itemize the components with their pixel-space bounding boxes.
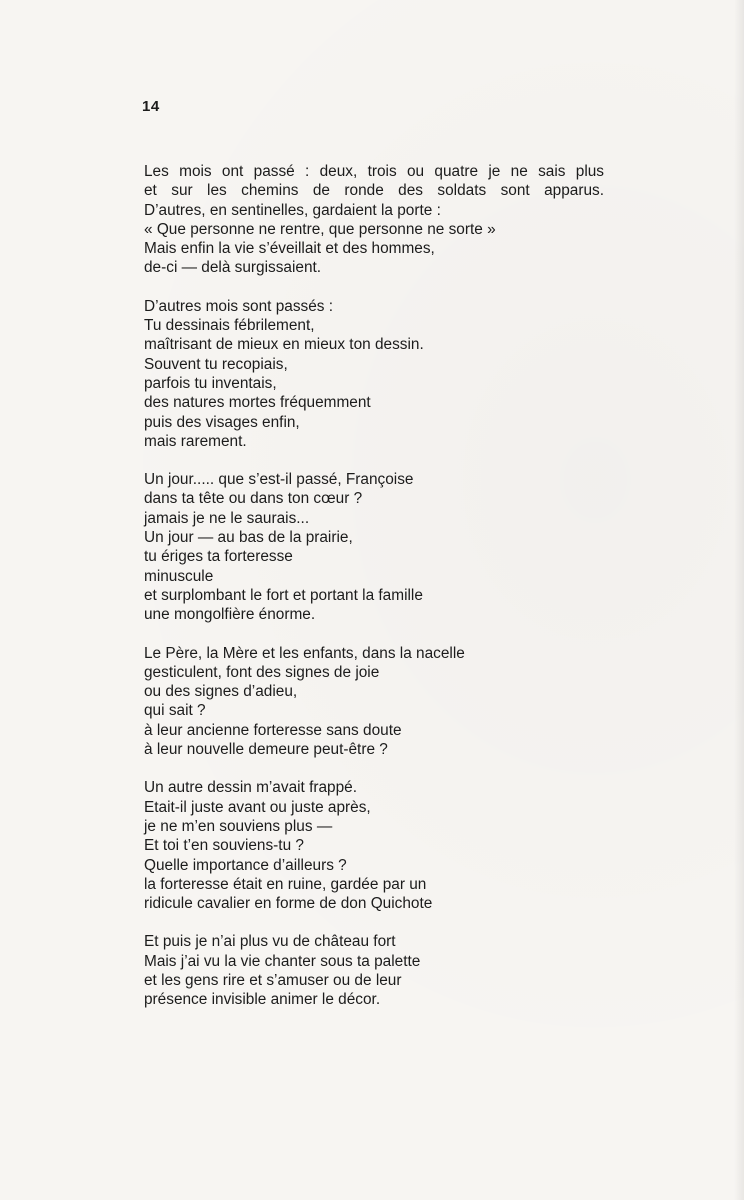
poem-line: Les mois ont passé : deux, trois ou quatre je ne sais plus bbox=[144, 163, 604, 180]
stanza-4 bbox=[144, 644, 664, 760]
poem-line: ou des signes d’adieu, bbox=[144, 683, 298, 701]
poem-line: des natures mortes fréquemment bbox=[144, 394, 371, 412]
poem-line: puis des visages enfin, bbox=[144, 413, 300, 431]
poem-line: Mais enfin la vie s’éveillait et des hommes, bbox=[144, 240, 435, 258]
poem-line: maîtrisant de mieux en mieux ton dessin. bbox=[144, 336, 424, 354]
poem-line: Un autre dessin m’avait frappé. bbox=[144, 779, 358, 797]
poem-line: mais rarement. bbox=[144, 432, 247, 450]
poem-text bbox=[144, 162, 664, 1010]
poem-line: ridicule cavalier en forme de don Quichote bbox=[144, 895, 433, 913]
stanza-3 bbox=[144, 470, 664, 624]
poem-line: Quelle importance d’ailleurs ? bbox=[144, 856, 347, 874]
poem-line: Le Père, la Mère et les enfants, dans la nacelle bbox=[144, 644, 465, 662]
page-edge-shadow bbox=[734, 0, 744, 1200]
stanza-6 bbox=[144, 932, 664, 1009]
poem-line: de-ci — delà surgissaient. bbox=[144, 259, 322, 277]
poem-line: parfois tu inventais, bbox=[144, 374, 277, 392]
poem-line: et les gens rire et s’amuser ou de leur bbox=[144, 971, 402, 989]
poem-line: jamais je ne le saurais... bbox=[144, 509, 310, 527]
poem-line: qui sait ? bbox=[144, 702, 206, 720]
poem-line: la forteresse était en ruine, gardée par un bbox=[144, 875, 427, 893]
poem-line: D’autres mois sont passés : bbox=[144, 297, 334, 315]
poem-line: Et toi t’en souviens-tu ? bbox=[144, 837, 304, 855]
poem-line: et sur les chemins de ronde des soldats sont apparus. bbox=[144, 182, 604, 200]
poem-line: Souvent tu recopiais, bbox=[144, 355, 288, 373]
stanza-5 bbox=[144, 778, 664, 913]
poem-line: gesticulent, font des signes de joie bbox=[144, 663, 380, 681]
poem-line: une mongolfière énorme. bbox=[144, 606, 316, 624]
poem-line: présence invisible animer le décor. bbox=[144, 991, 381, 1009]
poem-line: Mais j’ai vu la vie chanter sous ta palette bbox=[144, 952, 421, 970]
poem-line: D’autres, en sentinelles, gardaient la porte : bbox=[144, 201, 441, 219]
poem-line: Un jour..... que s’est-il passé, Françoise bbox=[144, 471, 414, 489]
poem-line: à leur nouvelle demeure peut-être ? bbox=[144, 741, 388, 759]
page-number: 14 bbox=[142, 98, 160, 115]
poem-line: Et puis je n’ai plus vu de château fort bbox=[144, 933, 396, 951]
poem-line: « Que personne ne rentre, que personne ne sorte » bbox=[144, 220, 496, 238]
poem-line: Etait-il juste avant ou juste après, bbox=[144, 798, 371, 816]
poem-line: je ne m’en souviens plus — bbox=[144, 817, 333, 835]
stanza-1 bbox=[144, 162, 664, 278]
poem-line: Tu dessinais fébrilement, bbox=[144, 317, 315, 335]
poem-line: tu ériges ta forteresse bbox=[144, 548, 293, 566]
poem-line: à leur ancienne forteresse sans doute bbox=[144, 721, 402, 739]
stanza-2 bbox=[144, 297, 664, 451]
poem-line: minuscule bbox=[144, 567, 214, 585]
poem-line: Un jour — au bas de la prairie, bbox=[144, 529, 353, 547]
poem-line: dans ta tête ou dans ton cœur ? bbox=[144, 490, 363, 508]
poem-line: et surplombant le fort et portant la famille bbox=[144, 586, 423, 604]
